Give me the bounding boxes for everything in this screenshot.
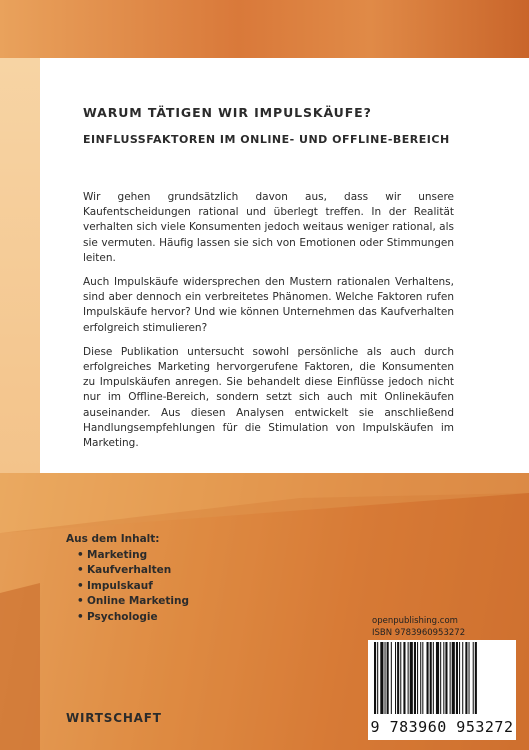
list-item: • Online Marketing (77, 594, 189, 610)
barcode-bar (391, 642, 392, 714)
top-color-band (0, 0, 529, 58)
barcode-bars (370, 642, 514, 716)
blurb-paragraph: Auch Impulskäufe widersprechen den Mustern rationalen Verhaltens, sind aber dennoch ein verbreitetes Phänomen. Welche Faktoren rufen Impulskäufe hervor? Und wie können Unternehmen das Kaufverhalten erfolgreich stimulieren? (83, 276, 454, 334)
publisher-site: openpublishing.com (372, 616, 458, 626)
blurb-paragraph: Diese Publikation untersucht sowohl persönliche als auch durch erfolgreiches Marketing hervorgerufene Faktoren, die Konsumenten zu Impulskäufen anregen. Sie behandelt diese Einflüsse jedoch nicht nur im Offline-Bereich, sondern setzt sich auch mit Onlinekäufen auseinander. Aus diesen Analysen entwickelt sie anschließend Handlungsempfehlungen für die Stimulation von Impulskäufen im Marketing. (83, 345, 454, 450)
barcode-bar (385, 642, 386, 714)
barcode-bar (408, 642, 409, 714)
barcode-bar (377, 642, 378, 714)
publisher-info (372, 615, 465, 639)
contents-list (66, 532, 189, 625)
barcode-bar (420, 642, 421, 714)
barcode-bar (395, 642, 396, 714)
barcode-bar (469, 642, 470, 714)
barcode-bar (403, 642, 405, 714)
barcode-bar (473, 642, 474, 714)
barcode-bar (456, 642, 458, 714)
barcode-bar (397, 642, 399, 714)
barcode-bar (427, 642, 429, 714)
barcode-bar (440, 642, 441, 714)
barcode-bar (433, 642, 434, 714)
list-item: • Kaufverhalten (77, 563, 189, 579)
book-subtitle: EINFLUSSFAKTOREN IM ONLINE- UND OFFLINE-BEREICH (83, 133, 450, 146)
barcode-bar (450, 642, 451, 714)
barcode-bar (436, 642, 439, 714)
book-title: WARUM TÄTIGEN WIR IMPULSKÄUFE? (83, 105, 372, 120)
barcode (368, 640, 516, 740)
barcode-bar (459, 642, 460, 714)
barcode-bar (417, 642, 418, 714)
barcode-bar (374, 642, 376, 714)
barcode-bar (465, 642, 467, 714)
barcode-bar (452, 642, 455, 714)
barcode-digits: 9 783960 953272 (370, 718, 514, 736)
blurb-paragraph: Wir gehen grundsätzlich davon aus, dass wir unsere Kaufentscheidungen rational und überlegt treffen. In der Realität verhalten sich viele Konsumenten jedoch weitaus weniger rational, als sie vermuten. Häufig lassen sie sich von Emotionen oder Stimmungen leiten. (83, 191, 454, 264)
barcode-bar (443, 642, 444, 714)
barcode-bar (414, 642, 416, 714)
barcode-bar (410, 642, 413, 714)
category-label: WIRTSCHAFT (66, 711, 162, 725)
barcode-bar (422, 642, 423, 714)
barcode-bar (400, 642, 401, 714)
contents-heading: Aus dem Inhalt: (66, 533, 160, 545)
contents-items (66, 548, 189, 626)
barcode-bar (462, 642, 463, 714)
blurb (83, 190, 454, 460)
left-color-strip (0, 58, 40, 473)
list-item: • Marketing (77, 548, 189, 564)
barcode-bar (387, 642, 389, 714)
list-item: • Impulskauf (77, 579, 189, 595)
barcode-bar (380, 642, 383, 714)
barcode-bar (475, 642, 477, 714)
list-item: • Psychologie (77, 610, 189, 626)
barcode-bar (445, 642, 447, 714)
barcode-bar (430, 642, 432, 714)
isbn-label: ISBN 9783960953272 (372, 628, 466, 638)
